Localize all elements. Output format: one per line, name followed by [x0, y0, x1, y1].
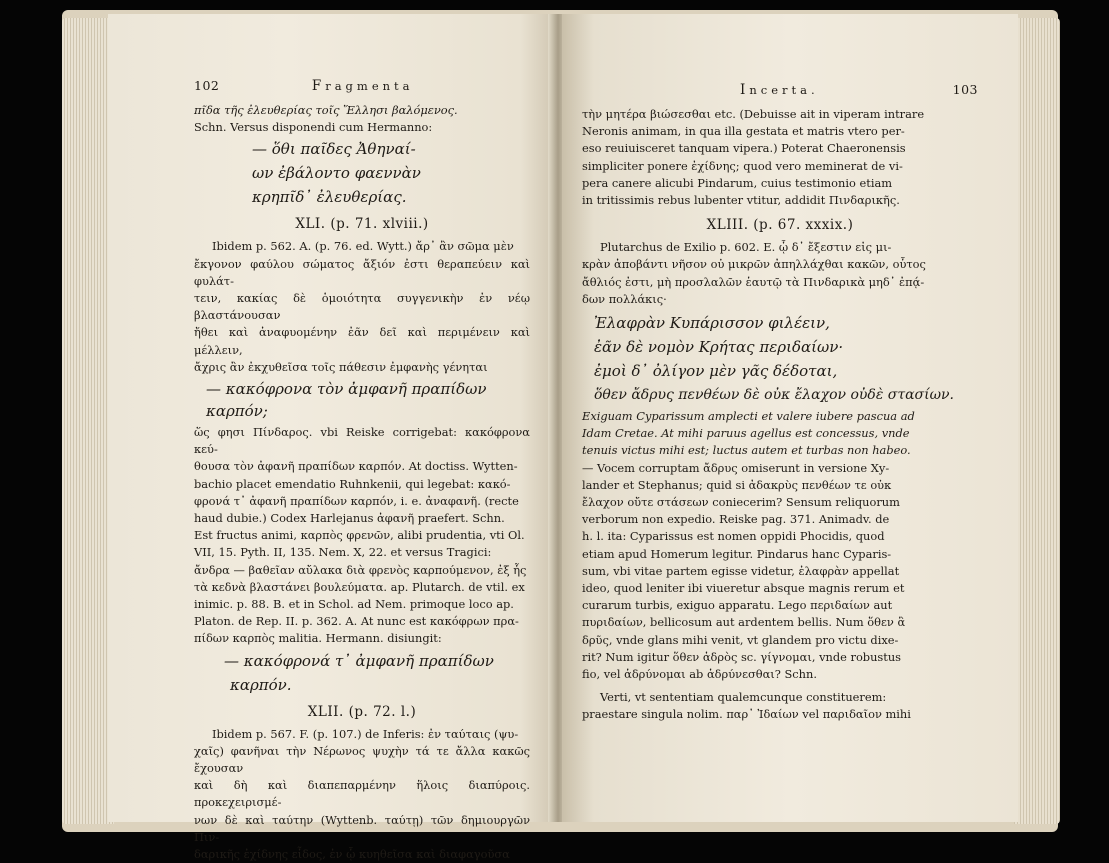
- text-line: bachio placet emendatio Ruhnkenii, qui legebat: κακό-: [194, 476, 511, 491]
- text-line: etiam apud Homerum legitur. Pindarus hanc Cyparis-: [582, 546, 892, 561]
- text-line: — Vocem corruptam ἄδρυς omiserunt in versione Xy-: [582, 460, 890, 475]
- text-line: δρῦς, vnde glans mihi venit, vt glandem pro victu dixe-: [582, 632, 899, 647]
- left-page-content: [108, 14, 556, 862]
- right-running-head: [582, 82, 978, 98]
- left-page: [108, 14, 556, 862]
- left-running-title: Fragmenta: [311, 78, 414, 94]
- text-line: δων πολλάκις·: [582, 291, 667, 306]
- text-line: curarum turbis, exiguo apparatu. Lego περιδαίων aut: [582, 598, 893, 613]
- section-heading: XLI. (p. 71. xlviii.): [295, 216, 429, 233]
- translation-line: Exiguam Cyparissum amplecti et valere iubere pascua ad: [582, 409, 915, 424]
- text-line: νων δὲ καὶ ταύτην (Wyttenb. ταύτῃ) τῶν δημιουργῶν Πιν-: [194, 812, 530, 844]
- text-line: πῖδα τῆς ἐλευθερίας τοῖς Ἕλλησι βαλόμενος.: [194, 103, 458, 117]
- verse-line: ἐμοὶ δ᾽ ὀλίγον μὲν γᾶς δέδοται,: [594, 362, 838, 381]
- verse-line: κρηπῖδ᾽ ἐλευθερίας.: [252, 188, 407, 207]
- text-line: χαῖς) φανῆναι τὴν Νέρωνος ψυχὴν τά τε ἄλλα κακῶς ἔχουσαν: [194, 743, 530, 776]
- text-line: Neronis animam, in qua illa gestata et matris vtero per-: [582, 124, 905, 139]
- translation-line: Idam Cretae. At mihi paruus agellus est concessus, vnde: [582, 426, 910, 441]
- text-line: καὶ δὴ καὶ διαπεπαρμένην ἥλοις διαπύροις. προκεχειρισμέ-: [194, 778, 530, 810]
- text-line: Platon. de Rep. II. p. 362. A. At nunc est κακόφρων πρα-: [194, 614, 519, 629]
- text-line: πίδων καρπὸς malitia. Hermann. disiungit:: [194, 631, 442, 646]
- verse-block: [194, 138, 530, 208]
- text-line: Ibidem p. 562. A. (p. 76. ed. Wytt.) ἄρ᾽ ἂν σῶμα μὲν: [212, 239, 514, 254]
- right-page-number: 103: [952, 82, 978, 97]
- text-line: sum, vbi vitae partem egisse videtur, ἐλαφρὰν appellat: [582, 563, 900, 578]
- verse-block: [582, 312, 978, 406]
- text-line: verborum non expedio. Reiske pag. 371. Animadv. de: [582, 512, 890, 527]
- text-line: Schn. Versus disponendi cum Hermanno:: [194, 120, 433, 135]
- text-line: ideo, quod leniter ibi viueretur absque magnis rerum et: [582, 581, 905, 596]
- text-line: κρὰν ἀποβάντι νῆσον οὐ μικρῶν ἀπηλλάχθαι κακῶν, οὗτος: [582, 257, 926, 272]
- verse-line: — ὅθι παῖδες Ἀθηναί-: [252, 140, 416, 159]
- verse-line: Ἐλαφρὰν Κυπάρισσον φιλέειν,: [594, 314, 830, 333]
- text-line: simpliciter ponere ἐχίδνης; quod vero meminerat de vi-: [582, 158, 903, 173]
- text-line: ἄθλιός ἐστι, μὴ προσλαλῶν ἑαυτῷ τὰ Πινδαρικὰ μηδ᾽ ἐπᾴ-: [582, 274, 925, 289]
- left-running-head: [194, 78, 530, 94]
- text-line: φρονά τ᾽ ἀφανῆ πραπίδων καρπόν, i. e. ἀναφανῆ. (recte: [194, 493, 519, 508]
- text-line: θουσα τὸν ἀφανῆ πραπίδων καρπόν. At doctiss. Wytten-: [194, 459, 518, 474]
- text-line: ἄνδρα — βαθεῖαν αὔλακα διὰ φρενὸς καρπούμενον, ἐξ ἧς: [194, 562, 527, 577]
- text-line: ὥς φησι Πίνδαρος. vbi Reiske corrigebat: κακόφρονα κεύ-: [194, 425, 530, 457]
- verse-line: — κακόφρονά τ᾽ ἀμφανῆ πραπίδων: [224, 651, 494, 670]
- text-line: τειν, κακίας δὲ ὁμοιότητα συγγενικὴν ἐν νέῳ βλαστάνουσαν: [194, 291, 530, 323]
- text-line: Verti, vt sententiam qualemcunque constituerem:: [600, 690, 887, 705]
- translation-line: tenuis victus mihi est; luctus autem et turbas non habeo.: [582, 443, 911, 458]
- text-line: pera canere alicubi Pindarum, cuius testimonio etiam: [582, 175, 893, 190]
- left-page-number: 102: [194, 78, 220, 93]
- text-line: ἤθει καὶ ἀναφυομένην ἐᾶν δεῖ καὶ περιμένειν καὶ μέλλειν,: [194, 325, 530, 357]
- text-line: ἔκγονον φαύλου σώματος ἄξιόν ἐστι θεραπεύειν καὶ φυλάτ-: [194, 256, 530, 288]
- section-heading: XLIII. (p. 67. xxxix.): [706, 217, 854, 234]
- text-line: Est fructus animi, καρπὸς φρενῶν, alibi prudentia, vti Ol.: [194, 528, 525, 543]
- text-line: haud dubie.) Codex Harlejanus ἀφανῆ praefert. Schn.: [194, 511, 505, 526]
- text-line: in tritissimis rebus lubenter vtitur, addidit Πινδαρικῆς.: [582, 193, 900, 208]
- verse-line: ἐᾶν δὲ νομὸν Κρήτας περιδαίων·: [594, 338, 844, 357]
- text-line: πυριδαίων, bellicosum aut ardentem bellis. Num ὅθεν ἃ: [582, 615, 906, 630]
- text-line: praestare singula nolim. παρ᾽ Ἰδαίων vel παριδαῖον mihi: [582, 707, 911, 722]
- text-line: Ibidem p. 567. F. (p. 107.) de Inferis: ἐν ταύταις (ψυ-: [212, 726, 519, 741]
- page-edges-right: [1014, 18, 1060, 824]
- text-line: h. l. ita: Cyparissus est nomen oppidi Phocidis, quod: [582, 529, 885, 544]
- verse-line: — κακόφρονα τὸν ἀμφανῆ πραπίδων καρπόν;: [206, 380, 487, 421]
- right-page-content: [562, 14, 1018, 822]
- text-line: fio, vel ἁδρύνομαι ab ἁδρύνεσθαι? Schn.: [582, 667, 817, 682]
- text-line: rit? Num igitur ὅθεν ἁδρὸς sc. γίγνομαι, vnde robustus: [582, 649, 902, 664]
- text-line: τὰ κεδνὰ βλαστάνει βουλεύματα. ap. Plutarch. de vtil. ex: [194, 579, 525, 594]
- text-line: Plutarchus de Exilio p. 602. E. ᾧ δ᾽ ἔξεστιν εἰς μι-: [600, 240, 892, 255]
- text-line: inimic. p. 88. B. et in Schol. ad Nem. primoque loco ap.: [194, 597, 514, 612]
- text-line: τὴν μητέρα βιώσεσθαι etc. (Debuisse ait in viperam intrare: [582, 107, 925, 121]
- right-running-title: Incerta.: [740, 82, 819, 98]
- verse-line: ὅθεν ἄδρυς πενθέων δὲ οὐκ ἔλαχον οὐδὲ στασίων.: [594, 387, 954, 404]
- text-line: ἔλαχον οὔτε στάσεων coniecerim? Sensum reliquorum: [582, 495, 900, 510]
- text-line: eso reuiuisceret tanquam vipera.) Poterat Chaeronensis: [582, 141, 906, 156]
- right-page: [562, 14, 1018, 822]
- verse-block: [194, 650, 530, 696]
- verse-line: καρπόν.: [230, 675, 292, 694]
- text-line: lander et Stephanus; quid si ἀδακρὺς πενθέων τε οὐκ: [582, 477, 892, 492]
- text-line: VII, 15. Pyth. II, 135. Nem. X, 22. et versus Tragici:: [194, 545, 492, 560]
- text-line: δαρικῆς ἐχίδνης εἶδος, ἐν ᾧ κυηθεῖσα καὶ διαφαγοῦσα: [194, 847, 510, 862]
- text-line: ἄχρις ἂν ἐκχυθεῖσα τοῖς πάθεσιν ἐμφανὴς γένηται: [194, 359, 488, 374]
- verse-line: ων ἐβάλοντο φαεννὰν: [252, 164, 421, 183]
- page-edges-left: [62, 18, 114, 824]
- section-heading: XLII. (p. 72. l.): [307, 703, 417, 720]
